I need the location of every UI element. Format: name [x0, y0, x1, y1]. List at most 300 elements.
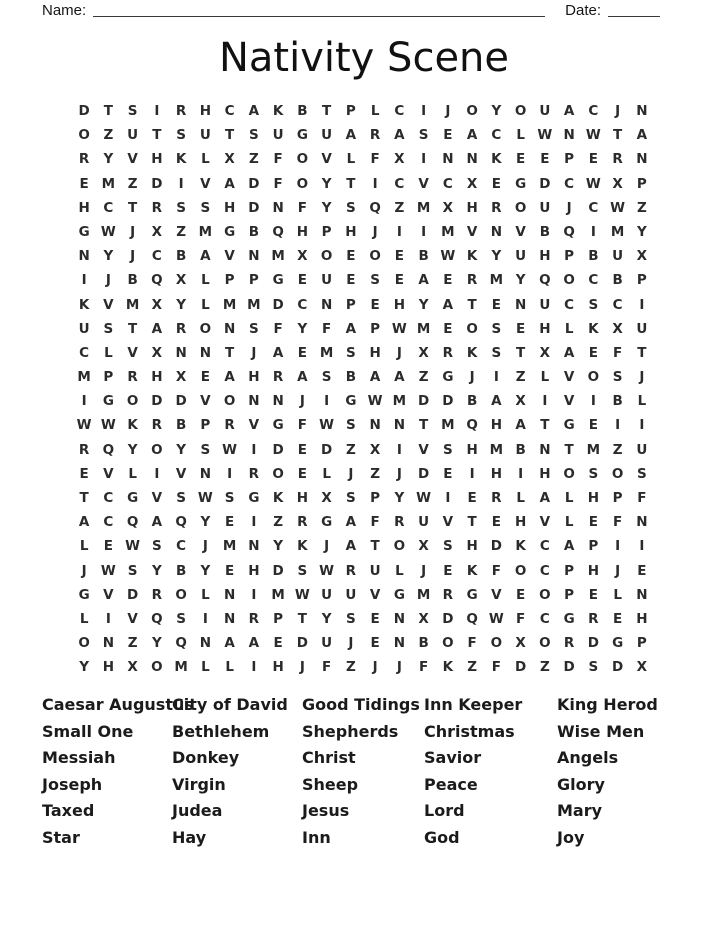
grid-letter: Q: [466, 417, 478, 434]
grid-letter: D: [78, 103, 90, 119]
grid-letter: S: [103, 320, 114, 337]
grid-letter: T: [79, 490, 89, 506]
grid-letter: M: [222, 296, 237, 313]
grid-letter: S: [346, 344, 356, 361]
grid-letter: T: [128, 199, 138, 216]
grid-letter: W: [585, 175, 601, 192]
grid-letter: V: [127, 151, 138, 168]
grid-letter: X: [418, 538, 429, 555]
grid-letter: C: [564, 296, 575, 313]
grid-letter: G: [102, 393, 114, 410]
word-list-item: Joseph: [42, 774, 103, 794]
grid-letter: T: [540, 417, 550, 434]
grid-letter: T: [297, 610, 307, 627]
grid-letter: E: [467, 490, 477, 506]
grid-row: [72, 438, 654, 462]
grid-letter: E: [79, 175, 89, 192]
grid-letter: X: [321, 490, 332, 506]
grid-letter: F: [491, 562, 501, 579]
grid-letter: A: [418, 272, 429, 289]
grid-letter: V: [103, 296, 114, 313]
grid-letter: V: [539, 514, 551, 531]
grid-letter: H: [539, 248, 551, 265]
grid-letter: D: [515, 659, 527, 676]
grid-letter: G: [127, 490, 139, 506]
grid-letter: O: [514, 103, 527, 119]
grid-row: [72, 172, 654, 196]
grid-letter: N: [636, 103, 648, 119]
grid-letter: Z: [612, 441, 623, 458]
grid-letter: I: [251, 514, 257, 531]
grid-letter: L: [79, 610, 89, 627]
grid-letter: A: [636, 127, 648, 144]
grid-letter: R: [612, 151, 623, 168]
grid-letter: T: [564, 441, 574, 458]
word-list-item: Virgin: [172, 774, 226, 794]
grid-letter: R: [563, 635, 575, 652]
grid-letter: H: [223, 199, 236, 216]
grid-letter: U: [612, 248, 624, 265]
grid-letter: P: [200, 417, 211, 434]
worksheet-header: [42, 2, 662, 19]
grid-letter: X: [515, 635, 526, 652]
grid-letter: K: [272, 490, 284, 506]
grid-letter: O: [223, 393, 236, 410]
grid-letter: H: [151, 151, 163, 168]
grid-letter: L: [613, 586, 622, 603]
grid-letter: T: [103, 103, 113, 119]
grid-letter: A: [563, 103, 575, 119]
grid-letter: W: [585, 127, 601, 144]
grid-letter: H: [490, 465, 503, 482]
grid-letter: S: [321, 369, 332, 386]
grid-letter: D: [418, 465, 430, 482]
grid-letter: T: [516, 344, 526, 361]
grid-letter: N: [636, 514, 648, 531]
grid-letter: O: [296, 175, 309, 192]
word-list-item: Inn Keeper: [424, 695, 523, 714]
grid-letter: G: [563, 610, 575, 627]
grid-letter: E: [588, 417, 598, 434]
grid-letter: K: [466, 248, 478, 265]
grid-letter: K: [466, 562, 478, 579]
grid-letter: F: [273, 320, 283, 337]
grid-letter: M: [416, 320, 431, 337]
grid-letter: K: [127, 417, 138, 434]
grid-letter: A: [369, 369, 381, 386]
grid-letter: W: [319, 417, 335, 434]
grid-letter: B: [248, 223, 260, 240]
grid-letter: S: [637, 465, 647, 482]
grid-letter: S: [346, 199, 356, 216]
grid-letter: R: [151, 586, 163, 603]
grid-letter: O: [539, 586, 551, 603]
grid-letter: K: [175, 151, 187, 168]
grid-letter: F: [370, 151, 380, 168]
grid-letter: R: [588, 610, 599, 627]
grid-letter: A: [345, 538, 357, 555]
grid-letter: X: [636, 659, 648, 676]
grid-letter: O: [296, 151, 309, 168]
grid-letter: Q: [272, 223, 284, 240]
grid-letter: O: [587, 369, 600, 386]
grid-letter: W: [440, 248, 456, 265]
grid-row: [72, 244, 654, 268]
grid-row: [72, 559, 654, 583]
grid-letter: N: [223, 586, 236, 603]
grid-letter: Z: [418, 369, 429, 386]
grid-letter: Y: [127, 441, 138, 458]
grid-letter: C: [394, 175, 405, 192]
grid-letter: C: [297, 296, 308, 313]
grid-letter: J: [615, 103, 621, 119]
grid-letter: K: [491, 151, 502, 168]
word-list-item: Judea: [172, 801, 223, 821]
grid-letter: R: [78, 441, 90, 458]
grid-letter: U: [539, 103, 551, 119]
grid-letter: C: [539, 562, 550, 579]
grid-letter: Q: [369, 199, 381, 216]
grid-letter: H: [587, 562, 600, 579]
word-list-item: Jesus: [302, 801, 350, 821]
grid-letter: O: [539, 635, 551, 652]
grid-letter: H: [587, 490, 600, 506]
grid-letter: D: [442, 610, 454, 627]
grid-letter: Y: [418, 296, 429, 313]
grid-letter: N: [272, 393, 284, 410]
grid-letter: G: [321, 514, 333, 531]
grid-letter: S: [443, 538, 453, 555]
grid-letter: Q: [151, 610, 163, 627]
grid-letter: Z: [539, 659, 550, 676]
grid-letter: A: [297, 369, 308, 386]
grid-letter: I: [518, 465, 524, 482]
grid-letter: I: [396, 441, 402, 458]
grid-letter: K: [466, 344, 478, 361]
grid-letter: R: [491, 490, 502, 506]
grid-letter: A: [248, 103, 260, 119]
grid-letter: M: [247, 296, 261, 313]
word-list-item: Angels: [557, 748, 619, 768]
grid-letter: J: [130, 223, 136, 240]
grid-letter: S: [249, 320, 259, 337]
grid-letter: C: [539, 538, 550, 555]
grid-letter: C: [539, 610, 550, 627]
grid-letter: R: [127, 369, 138, 386]
grid-letter: J: [130, 248, 136, 265]
grid-letter: O: [514, 562, 527, 579]
grid-letter: A: [200, 248, 211, 265]
grid-letter: W: [610, 199, 626, 216]
grid-letter: W: [100, 223, 116, 240]
grid-letter: V: [563, 393, 575, 410]
grid-letter: S: [152, 538, 162, 555]
grid-letter: U: [539, 296, 551, 313]
grid-letter: L: [564, 490, 574, 506]
grid-letter: T: [613, 127, 623, 144]
grid-letter: L: [79, 538, 89, 555]
grid-letter: F: [491, 659, 501, 676]
grid-letter: Z: [370, 465, 381, 482]
grid-letter: A: [224, 635, 235, 652]
grid-letter: P: [370, 490, 381, 506]
grid-letter: X: [151, 296, 163, 313]
grid-letter: B: [539, 223, 551, 240]
grid-letter: I: [324, 393, 330, 410]
grid-letter: G: [515, 175, 527, 192]
grid-letter: H: [296, 490, 309, 506]
grid-letter: U: [321, 635, 333, 652]
grid-letter: P: [636, 175, 647, 192]
grid-letter: S: [200, 441, 211, 458]
grid-row: [72, 631, 654, 655]
grid-letter: Q: [126, 514, 139, 531]
grid-letter: V: [369, 586, 381, 603]
grid-letter: X: [466, 175, 478, 192]
grid-letter: L: [516, 490, 525, 506]
grid-letter: P: [564, 151, 575, 168]
grid-letter: R: [394, 514, 405, 531]
grid-letter: S: [588, 659, 599, 676]
grid-letter: E: [200, 369, 210, 386]
grid-letter: X: [636, 248, 648, 265]
grid-letter: W: [197, 490, 213, 506]
grid-letter: F: [297, 199, 307, 216]
grid-letter: I: [154, 465, 160, 482]
grid-letter: H: [102, 659, 115, 676]
grid-letter: A: [491, 393, 502, 410]
grid-letter: R: [272, 369, 284, 386]
grid-letter: E: [588, 151, 598, 168]
grid-letter: Y: [515, 272, 526, 289]
grid-letter: G: [563, 417, 575, 434]
grid-letter: Y: [321, 175, 332, 192]
grid-letter: P: [564, 248, 575, 265]
grid-letter: J: [396, 659, 402, 676]
grid-letter: U: [418, 514, 430, 531]
grid-letter: R: [175, 320, 187, 337]
grid-letter: D: [151, 393, 163, 410]
grid-letter: D: [563, 659, 575, 676]
grid-letter: D: [272, 441, 284, 458]
page-title: Nativity Scene: [218, 35, 510, 81]
grid-letter: P: [345, 103, 356, 119]
grid-letter: Y: [297, 320, 308, 337]
grid-letter: B: [515, 441, 526, 458]
grid-letter: T: [152, 127, 162, 144]
grid-letter: G: [272, 272, 284, 289]
grid-letter: J: [202, 538, 208, 555]
word-list-item: Christmas: [424, 721, 515, 741]
grid-letter: K: [297, 538, 308, 555]
grid-letter: H: [466, 199, 478, 216]
grid-letter: Z: [127, 635, 138, 652]
grid-letter: O: [320, 248, 333, 265]
grid-letter: Y: [321, 610, 332, 627]
grid-letter: V: [175, 465, 187, 482]
word-list-item: Wise Men: [557, 721, 645, 741]
grid-letter: H: [636, 610, 648, 627]
grid-letter: P: [345, 296, 356, 313]
grid-letter: T: [128, 320, 138, 337]
grid-letter: F: [273, 175, 283, 192]
grid-letter: Z: [103, 127, 114, 144]
grid-letter: R: [151, 417, 163, 434]
grid-letter: S: [176, 127, 186, 144]
grid-letter: E: [443, 465, 453, 482]
grid-letter: A: [563, 344, 575, 361]
grid-letter: E: [297, 441, 307, 458]
grid-letter: S: [127, 103, 138, 119]
grid-letter: E: [588, 514, 598, 531]
word-list-item: Bethlehem: [172, 721, 270, 741]
grid-letter: C: [103, 514, 114, 531]
grid-letter: R: [248, 465, 260, 482]
grid-letter: B: [418, 248, 429, 265]
grid-letter: R: [224, 417, 235, 434]
grid-letter: J: [348, 635, 354, 652]
grid-letter: E: [516, 320, 526, 337]
word-list-item: City of David: [172, 695, 288, 714]
grid-letter: S: [491, 320, 502, 337]
grid-letter: C: [491, 127, 502, 144]
grid-letter: T: [637, 344, 647, 361]
grid-letter: R: [369, 127, 381, 144]
grid-letter: R: [442, 586, 454, 603]
grid-letter: F: [322, 659, 332, 676]
grid-letter: Q: [563, 223, 575, 240]
grid-letter: I: [590, 223, 596, 240]
grid-letter: L: [201, 659, 210, 676]
grid-letter: M: [271, 248, 285, 265]
grid-letter: E: [443, 320, 453, 337]
grid-letter: X: [369, 441, 381, 458]
grid-letter: E: [491, 296, 501, 313]
grid-letter: I: [639, 417, 645, 434]
grid-letter: J: [615, 562, 621, 579]
grid-letter: J: [324, 538, 330, 555]
word-list-item: Hay: [172, 827, 207, 847]
grid-letter: E: [394, 248, 404, 265]
grid-letter: L: [370, 103, 380, 119]
grid-letter: N: [369, 417, 381, 434]
grid-letter: D: [272, 562, 284, 579]
grid-letter: L: [395, 562, 404, 579]
date-blank-line: [608, 4, 660, 17]
grid-letter: O: [611, 465, 624, 482]
grid-letter: A: [151, 514, 163, 531]
grid-letter: T: [322, 103, 332, 119]
grid-letter: H: [151, 369, 163, 386]
grid-letter: I: [105, 610, 111, 627]
grid-letter: M: [319, 344, 334, 361]
grid-letter: O: [175, 586, 187, 603]
grid-letter: R: [345, 562, 357, 579]
grid-letter: V: [151, 490, 163, 506]
grid-letter: X: [175, 272, 187, 289]
grid-letter: I: [81, 393, 87, 410]
grid-letter: S: [176, 199, 186, 216]
grid-letter: L: [346, 151, 356, 168]
grid-letter: J: [348, 465, 354, 482]
grid-letter: G: [248, 490, 260, 506]
grid-letter: S: [370, 272, 380, 289]
grid-letter: N: [78, 248, 90, 265]
grid-letter: A: [224, 369, 235, 386]
grid-letter: N: [175, 344, 187, 361]
grid-letter: Q: [466, 610, 478, 627]
grid-letter: F: [419, 659, 429, 676]
grid-letter: O: [151, 441, 163, 458]
grid-letter: P: [636, 635, 647, 652]
grid-letter: V: [248, 417, 260, 434]
grid-letter: V: [418, 441, 429, 458]
grid-letter: F: [637, 490, 647, 506]
grid-letter: A: [515, 417, 526, 434]
grid-letter: E: [637, 562, 647, 579]
grid-letter: T: [346, 175, 356, 192]
grid-letter: M: [586, 441, 601, 458]
grid-letter: H: [248, 562, 260, 579]
grid-letter: G: [442, 369, 454, 386]
grid-row: [72, 389, 654, 413]
grid-letter: M: [489, 272, 504, 289]
word-list-item: Star: [42, 827, 80, 847]
grid-letter: O: [466, 320, 478, 337]
grid-letter: O: [78, 635, 90, 652]
word-list-item: Taxed: [42, 801, 95, 821]
grid-letter: H: [345, 223, 357, 240]
grid-letter: C: [79, 344, 90, 361]
grid-letter: F: [297, 417, 307, 434]
grid-letter: M: [101, 175, 116, 192]
grid-letter: D: [248, 199, 260, 216]
word-list-item: Sheep: [302, 774, 359, 794]
grid-letter: E: [443, 562, 453, 579]
grid-letter: E: [346, 248, 356, 265]
grid-row: [72, 220, 654, 244]
grid-letter: O: [563, 465, 575, 482]
grid-letter: W: [222, 441, 238, 458]
grid-letter: Z: [467, 659, 478, 676]
grid-letter: S: [249, 127, 259, 144]
grid-letter: R: [297, 514, 308, 531]
grid-letter: C: [588, 199, 599, 216]
grid-row: [72, 655, 654, 679]
grid-letter: T: [370, 538, 380, 555]
grid-letter: B: [175, 248, 187, 265]
grid-letter: M: [271, 586, 285, 603]
grid-letter: A: [442, 296, 454, 313]
grid-letter: N: [539, 441, 551, 458]
grid-letter: M: [416, 586, 431, 603]
grid-letter: C: [103, 490, 114, 506]
grid-letter: Y: [491, 103, 502, 119]
grid-letter: D: [175, 393, 187, 410]
grid-letter: F: [516, 610, 526, 627]
grid-letter: I: [493, 369, 499, 386]
grid-letter: L: [540, 369, 550, 386]
grid-letter: J: [469, 369, 475, 386]
grid-letter: U: [199, 127, 211, 144]
grid-letter: R: [151, 199, 163, 216]
grid-letter: Y: [79, 659, 90, 676]
grid-letter: S: [176, 610, 186, 627]
grid-letter: J: [566, 199, 572, 216]
grid-letter: X: [127, 659, 138, 676]
grid-letter: E: [370, 610, 380, 627]
grid-row: [72, 534, 654, 558]
